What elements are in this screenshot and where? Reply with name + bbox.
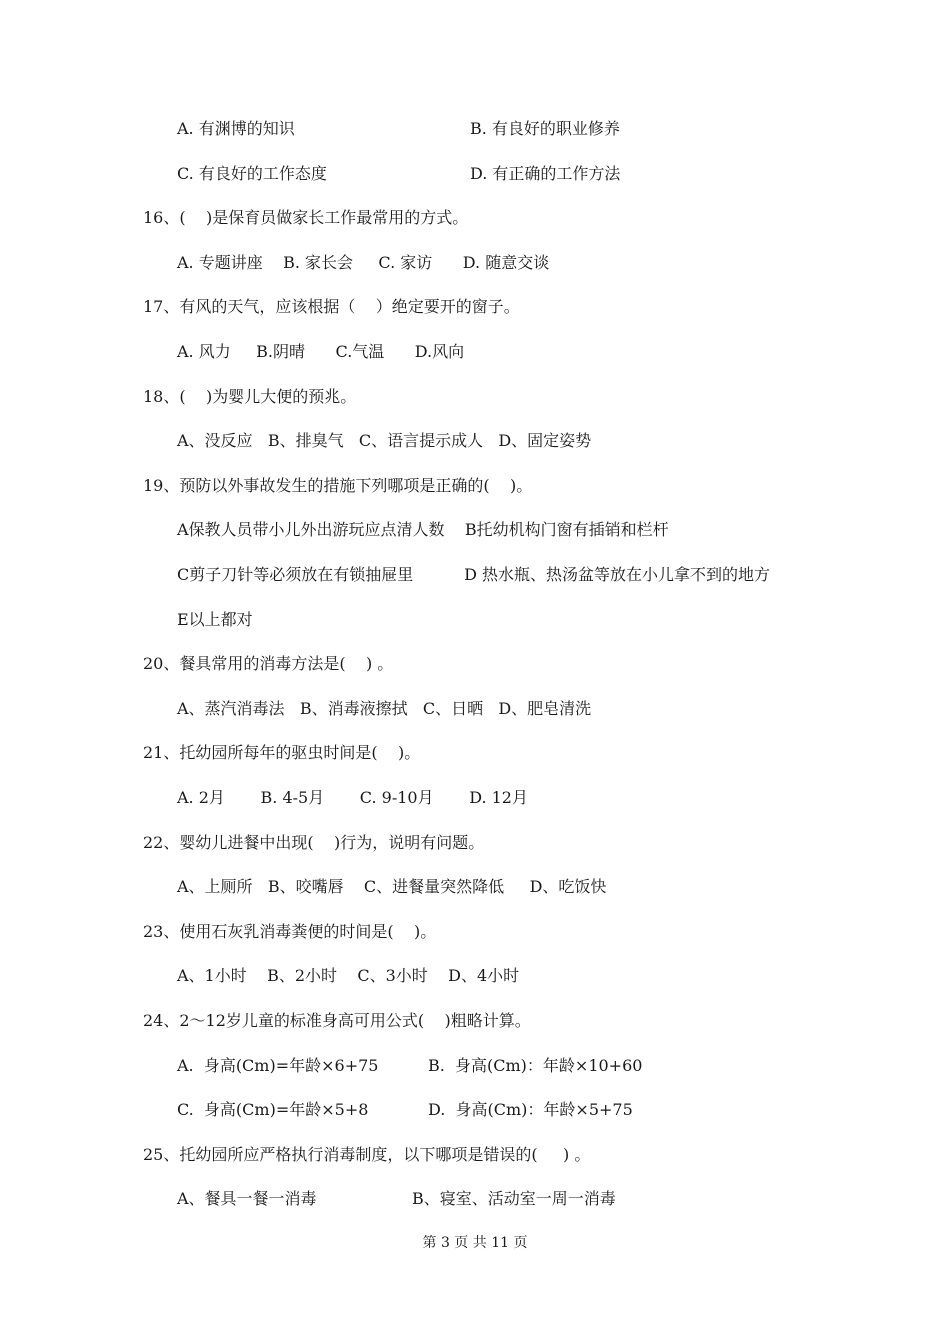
option-line: A. 有渊博的知识 xyxy=(177,119,295,138)
option-line: C剪子刀针等必须放在有锁抽屉里 D 热水瓶、热汤盆等放在小儿拿不到的地方 xyxy=(177,565,771,584)
question-line: 24、2～12岁儿童的标准身高可用公式( )粗略计算。 xyxy=(143,1011,531,1030)
option-line: B. 有良好的职业修养 xyxy=(470,119,620,138)
question-line: 16、( )是保育员做家长工作最常用的方式。 xyxy=(143,208,469,227)
option-line: D. 有正确的工作方法 xyxy=(470,164,621,183)
question-line: 17、有风的天气，应该根据（ ）绝定要开的窗子。 xyxy=(143,297,520,316)
option-line: D. 身高(Cm)：年龄×5+75 xyxy=(428,1100,633,1119)
question-line: 25、托幼园所应严格执行消毒制度，以下哪项是错误的( ) 。 xyxy=(143,1145,591,1164)
option-line: A、1小时 B、2小时 C、3小时 D、4小时 xyxy=(177,966,520,985)
option-line: E以上都对 xyxy=(177,610,253,629)
option-line: A保教人员带小儿外出游玩应点清人数 B托幼机构门窗有插销和栏杆 xyxy=(177,520,669,539)
option-line: C. 有良好的工作态度 xyxy=(177,164,327,183)
question-line: 19、预防以外事故发生的措施下列哪项是正确的( )。 xyxy=(143,476,533,495)
option-line: A. 专题讲座 B. 家长会 C. 家访 D. 随意交谈 xyxy=(177,253,550,272)
option-line: A、没反应 B、排臭气 C、语言提示成人 D、固定姿势 xyxy=(177,431,592,450)
option-line: A. 身高(Cm)=年龄×6+75 xyxy=(177,1056,379,1075)
option-line: A、蒸汽消毒法 B、消毒液擦拭 C、日晒 D、肥皂清洗 xyxy=(177,699,592,718)
page-footer: 第 3 页 共 11 页 xyxy=(422,1235,528,1251)
question-line: 18、( )为婴儿大便的预兆。 xyxy=(143,387,357,406)
question-line: 23、使用石灰乳消毒粪便的时间是( )。 xyxy=(143,922,437,941)
question-line: 21、托幼园所每年的驱虫时间是( )。 xyxy=(143,743,421,762)
option-line: B. 身高(Cm)：年龄×10+60 xyxy=(428,1056,643,1075)
option-line: A. 2月 B. 4-5月 C. 9-10月 D. 12月 xyxy=(177,788,528,807)
option-line: A、上厕所 B、咬嘴唇 C、进餐量突然降低 D、吃饭快 xyxy=(177,877,607,896)
option-line: C. 身高(Cm)=年龄×5+8 xyxy=(177,1100,369,1119)
option-line: B、寝室、活动室一周一消毒 xyxy=(412,1189,616,1208)
question-line: 22、婴幼儿进餐中出现( )行为，说明有问题。 xyxy=(143,833,485,852)
option-line: A. 风力 B.阴晴 C.气温 D.风向 xyxy=(177,342,465,361)
option-line: A、餐具一餐一消毒 xyxy=(177,1189,317,1208)
question-line: 20、餐具常用的消毒方法是( ) 。 xyxy=(143,654,394,673)
